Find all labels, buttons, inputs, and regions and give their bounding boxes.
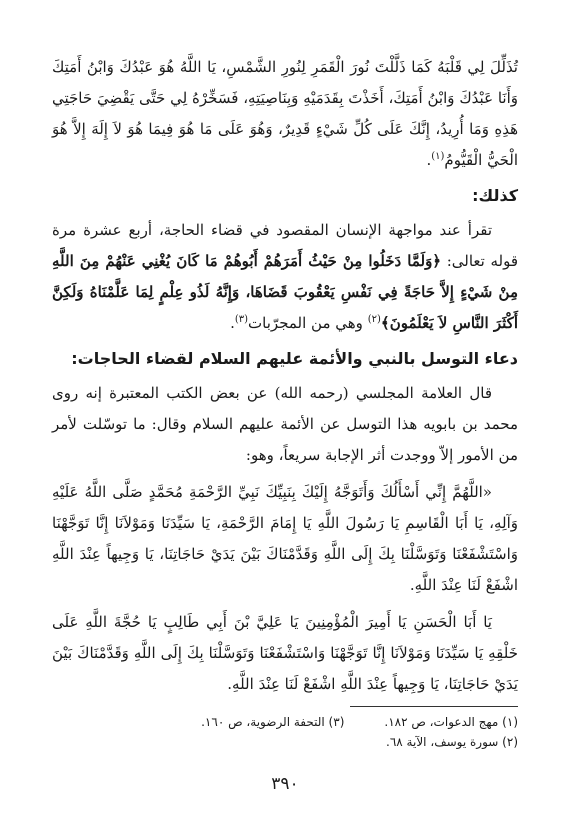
page-number: ٣٩٠ bbox=[271, 774, 299, 794]
footnotes bbox=[52, 712, 518, 752]
footnote-ref-1: (١) bbox=[431, 151, 445, 162]
footnote-2: (٢) سورة يوسف، الآية ٦٨. bbox=[386, 735, 518, 749]
footnote-separator bbox=[350, 706, 518, 707]
heading-kadhalik: كذلك: bbox=[472, 186, 518, 205]
heading-tawassul: دعاء التوسل بالنبي والأئمة عليهم السلام لقضاء الحاجات: bbox=[71, 349, 518, 368]
footnote-ref-2: (٢) bbox=[367, 314, 381, 325]
recitation-intro: تقرأ عند مواجهة الإنسان المقصود في قضاء الحاجة، أربع عشرة مرة قوله تعالى: bbox=[52, 221, 518, 270]
footnote-3: (٣) التحفة الرضوية، ص ١٦٠. bbox=[201, 715, 345, 729]
paragraph-majlisi: قال العلامة المجلسي (رحمه الله) عن بعض الكتب المعتبرة إنه روى محمد بن بابويه هذا التوسل عن الأئمة عليهم السلام وقال: ما توسّلت لأمر من الأمور إلاّ ووجدت أثر الإجابة سريعاً، وهو: bbox=[52, 384, 518, 464]
opening-text: تُذَلِّلَ لِي قَلْبَهُ كَمَا ذَلَّلْتَ نُورَ الْقَمَرِ لِنُورِ الشَّمْسِ، يَا اللَّهُ هُوَ عَبْدُكَ وَابْنُ أَمَتِكَ وَأَنَا عَبْدُكَ وَابْنُ أَمَتِكَ، أَخَذْتَ بِقَدَمَيْهِ وَبِنَاصِيَتِهِ، فَسَخِّرْهُ لِي حَتَّى يَقْضِيَ حَاجَتِي هَذِهِ وَمَا أُرِيدُ، إِنَّكَ عَلَى كُلِّ شَيْءٍ قَدِيرٌ، وَهُوَ عَلَى مَا هُوَ فِيمَا هُوَ لاَ إِلَهَ إِلاَّ هُوَ الْحَيُّ الْقَيُّومُ bbox=[52, 58, 518, 169]
opening-end: . bbox=[426, 151, 432, 169]
main-text bbox=[52, 52, 518, 700]
recitation-tail: وهي من المجرّبات bbox=[248, 314, 363, 332]
footnote-1: (١) مهج الدعوات، ص ١٨٢. bbox=[384, 715, 518, 729]
quran-verse: ﴿وَلَمَّا دَخَلُوا مِنْ حَيْثُ أَمَرَهُمْ أَبُوهُمْ مَا كَانَ يُغْنِي عَنْهُمْ مِنَ اللَّهِ مِنْ شَيْءٍ إِلاَّ حَاجَةً فِي نَفْسِ يَعْقُوبَ قَضَاهَا، وَإِنَّهُ لَذُو عِلْمٍ لِمَا عَلَّمْنَاهُ وَلَكِنَّ أَكْثَرَ النَّاسِ لاَ يَعْلَمُونَ﴾ bbox=[52, 252, 518, 332]
footnote-row bbox=[52, 732, 518, 752]
footnote-ref-3: (٣) bbox=[234, 314, 249, 325]
paragraph-recitation bbox=[52, 215, 518, 339]
footnote-row bbox=[52, 712, 518, 732]
opening-supplication bbox=[52, 52, 518, 176]
recitation-end: . bbox=[230, 314, 235, 332]
supplication-ali: يَا أَبَا الْحَسَنِ يَا أَمِيرَ الْمُؤْمِنِينَ يَا عَلِيَّ بْنَ أَبِي طَالِبٍ يَا حُجَّةَ اللَّهِ عَلَى خَلْقِهِ يَا سَيِّدَنَا وَمَوْلاَنَا إِنَّا تَوَجَّهْنَا وَاسْتَشْفَعْنَا وَتَوَسَّلْنَا بِكَ إِلَى اللَّهِ وَقَدَّمْنَاكَ بَيْنَ يَدَيْ حَاجَاتِنَا، يَا وَجِيهاً عِنْدَ اللَّهِ اشْفَعْ لَنَا عِنْدَ اللَّهِ. bbox=[52, 613, 518, 693]
supplication-prophet: «اللَّهُمَّ إِنِّي أَسْأَلُكَ وَأَتَوَجَّهُ إِلَيْكَ بِنَبِيِّكَ نَبِيِّ الرَّحْمَةِ مُحَمَّدٍ صَلَّى اللَّهُ عَلَيْهِ وَآلِهِ، يَا أَبَا الْقَاسِمِ يَا رَسُولَ اللَّهِ يَا إِمَامَ الرَّحْمَةِ، يَا سَيِّدَنَا وَمَوْلاَنَا إِنَّا تَوَجَّهْنَا وَاسْتَشْفَعْنَا وَتَوَسَّلْنَا بِكَ إِلَى اللَّهِ وَقَدَّمْنَاكَ بَيْنَ يَدَيْ حَاجَاتِنَا، يَا وَجِيهاً عِنْدَ اللَّهِ اشْفَعْ لَنَا عِنْدَ اللَّهِ. bbox=[52, 483, 518, 594]
